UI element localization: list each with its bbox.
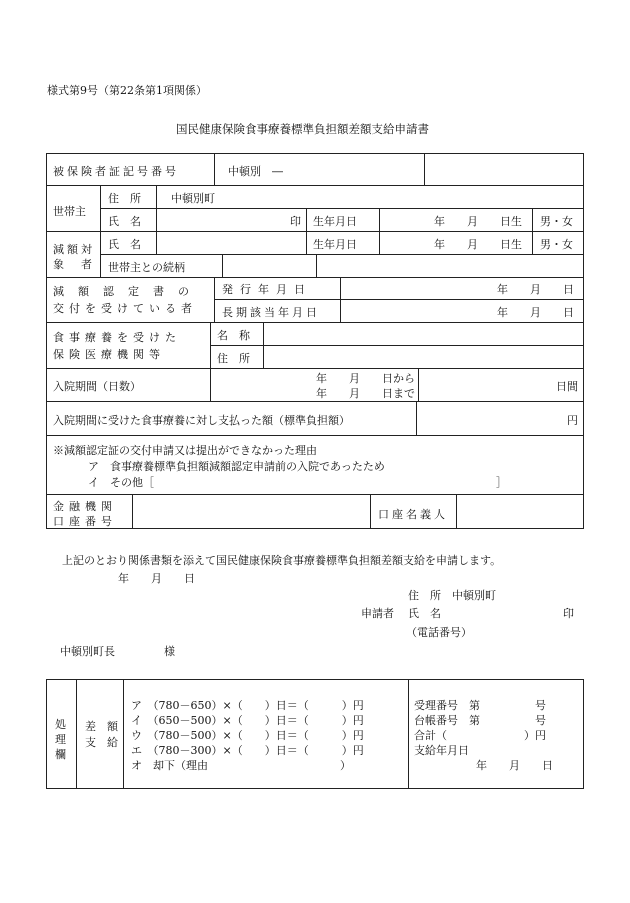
institution-label-1: 食事療養を受けた	[53, 331, 181, 344]
institution-label-2: 保険医療機関等	[53, 348, 165, 361]
ledger-number[interactable]: 台帳番号 第 号	[414, 714, 546, 727]
receipt-number[interactable]: 受理番号 第 号	[414, 699, 546, 712]
addressee-honorific: 様	[164, 645, 175, 658]
institution-name-label: 名 称	[217, 329, 250, 342]
household-address-value[interactable]: 中頓別町	[171, 192, 215, 205]
issue-date-value[interactable]: 年 月 日	[497, 283, 574, 296]
application-date[interactable]: 年 月 日	[118, 572, 195, 585]
target-birth-value[interactable]: 年 月 日生	[434, 238, 522, 251]
applicant-seal: 印	[563, 607, 574, 620]
target-birth-label: 生年月日	[313, 238, 357, 251]
household-gender[interactable]: 男・女	[540, 215, 573, 228]
hospitalization-from[interactable]: 年 月 日から	[316, 372, 415, 385]
certificate-label-2: 交付を受けている者	[53, 302, 197, 315]
relation-label: 世帯主との続柄	[108, 261, 185, 274]
issue-date-label: 発行年月日	[222, 283, 312, 296]
office-row-e[interactable]: エ （780－300）×（ ）日＝（ ）円	[131, 744, 364, 757]
insured-number-value[interactable]: 中頓別 ―	[228, 165, 283, 178]
total-amount[interactable]: 合計（ ）円	[414, 729, 546, 742]
office-label-1: 処	[55, 718, 66, 731]
target-label-2: 象 者	[53, 258, 95, 271]
household-address-label: 住 所	[108, 192, 141, 205]
reason-option-a[interactable]: ア 食事療養標準負担額減額認定申請前の入院であったため	[88, 460, 385, 473]
certificate-label-1: 減額認定書の	[53, 285, 203, 298]
reason-option-i[interactable]: イ その他［	[88, 476, 154, 489]
payment-unit: 円	[567, 414, 578, 427]
applicant-name[interactable]: 氏 名	[408, 607, 441, 620]
reason-title: ※減額認定証の交付申請又は提出ができなかった理由	[53, 444, 317, 457]
reason-option-close: ］	[496, 476, 507, 489]
household-birth-label: 生年月日	[313, 215, 357, 228]
difference-label-1: 差 額	[85, 720, 118, 733]
bank-label-2: 口座番号	[53, 515, 117, 528]
form-title: 国民健康保険食事療養標準負担額差額支給申請書	[176, 122, 429, 136]
office-row-u[interactable]: ウ （780－500）×（ ）日＝（ ）円	[131, 729, 364, 742]
hospitalization-label: 入院期間（日数）	[53, 380, 141, 393]
target-label-1: 減額対	[53, 243, 95, 256]
account-holder-label: 口座名義人	[378, 508, 448, 521]
long-term-date-value[interactable]: 年 月 日	[497, 306, 574, 319]
applicant-address[interactable]: 住 所 中頓別町	[408, 589, 496, 602]
target-gender[interactable]: 男・女	[540, 238, 573, 251]
household-name-label: 氏 名	[108, 215, 141, 228]
bank-label-1: 金融機関	[53, 500, 117, 513]
office-row-a[interactable]: ア （780－650）×（ ）日＝（ ）円	[131, 699, 364, 712]
declaration-text: 上記のとおり関係書類を添えて国民健康保険食事療養標準負担額差額支給を申請します。	[62, 554, 502, 567]
office-label-2: 理	[55, 733, 66, 746]
difference-label-2: 支 給	[85, 736, 118, 749]
household-seal: 印	[290, 215, 301, 228]
addressee-name: 中頓別町長	[60, 645, 115, 658]
applicant-role: 申請者	[361, 607, 394, 620]
hospitalization-days[interactable]: 日間	[556, 380, 578, 393]
household-head-label: 世帯主	[53, 205, 86, 218]
office-row-i[interactable]: イ （650－500）×（ ）日＝（ ）円	[131, 714, 364, 727]
payment-date-value[interactable]: 年 月 日	[476, 759, 553, 772]
insured-number-label: 被保険者証記号番号	[53, 165, 179, 178]
payment-date-label: 支給年月日	[414, 744, 469, 757]
applicant-phone[interactable]: （電話番号）	[406, 626, 472, 639]
form-number: 様式第9号（第22条第1項関係）	[47, 84, 207, 97]
hospitalization-to[interactable]: 年 月 日まで	[316, 387, 415, 400]
payment-label: 入院期間に受けた食事療養に対し支払った額（標準負担額）	[53, 414, 350, 427]
household-birth-value[interactable]: 年 月 日生	[434, 215, 522, 228]
institution-address-label: 住 所	[217, 352, 250, 365]
target-name-label: 氏 名	[108, 238, 141, 251]
office-label-3: 欄	[55, 748, 66, 761]
long-term-date-label: 長期該当年月日	[222, 306, 320, 319]
office-row-o[interactable]: オ 却下（理由 ）	[131, 759, 351, 772]
